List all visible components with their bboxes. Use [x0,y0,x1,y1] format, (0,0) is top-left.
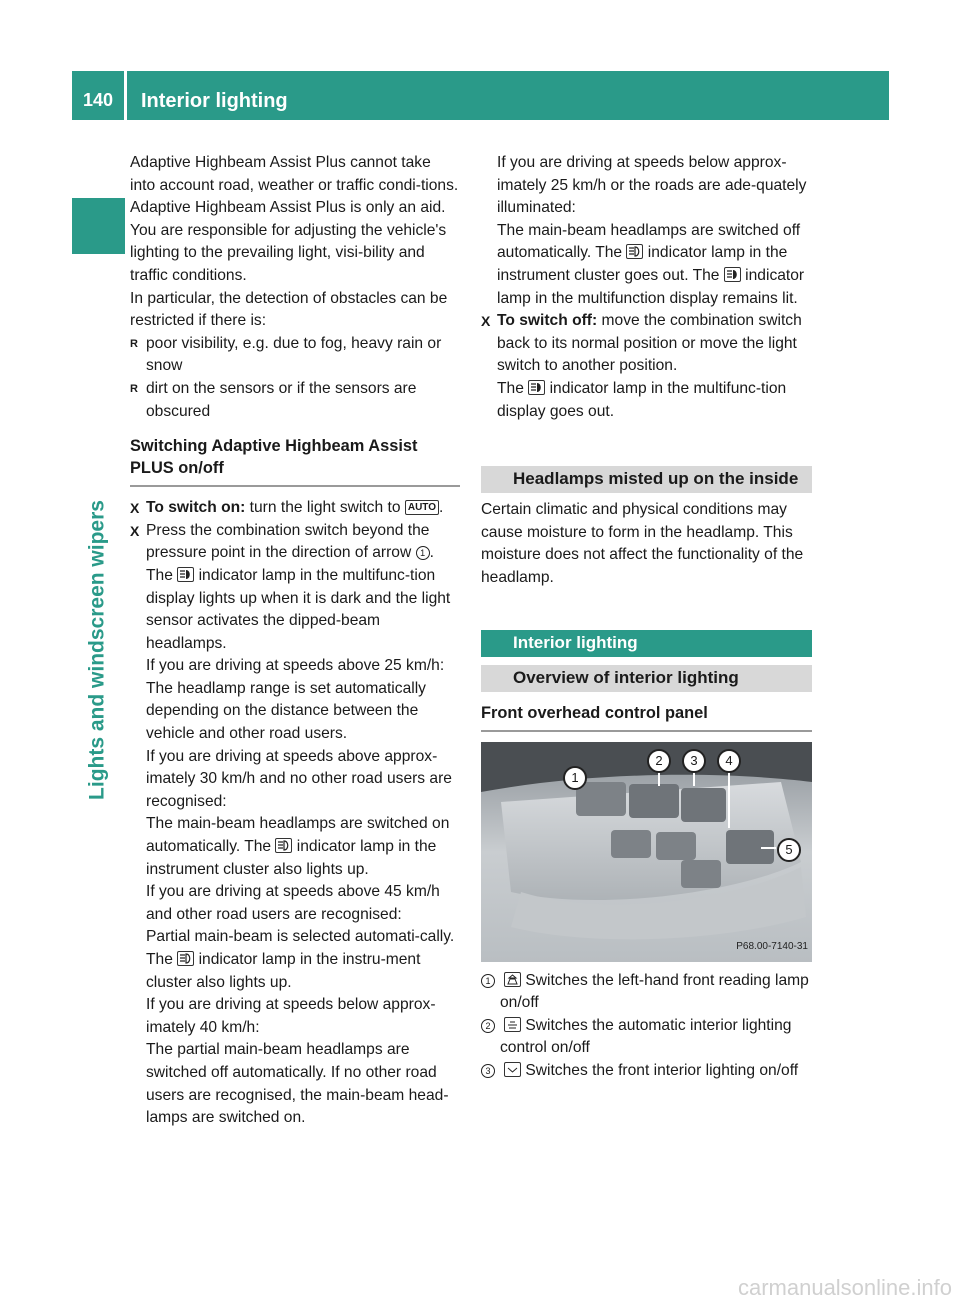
intro-paragraph: Adaptive Highbeam Assist Plus cannot take into account road, weather or traffic condi-tions. Adaptive Highbeam Assist Plus is only an aid. You are responsible for adjusting the vehicle's lighting to the prevailing light, visi-bility and traffic conditions. [130,154,459,284]
step-arrow-icon: X [481,313,491,330]
control-panel-photo [481,742,812,962]
bullet-icon: R [130,382,138,395]
automatic-interior-lighting-icon [504,1017,521,1032]
misted-paragraph: Certain climatic and physical conditions may cause moisture to form in the headlamp. This moisture does not affect the functionality of the headlamp. [481,501,804,586]
step-arrow-icon: X [130,500,140,517]
page-title: Interior lighting [141,90,288,113]
speed-30-paragraph: If you are driving at speeds above approx-imately 30 km/h and no other road users are recognised: [146,747,452,810]
highbeam-assist-icon [177,567,194,582]
section-subheading: Switching Adaptive Highbeam Assist PLUS on/off [130,437,418,478]
right-column [481,152,812,1082]
callout-1: 1 [563,766,587,790]
partial-off-paragraph: The partial main-beam headlamps are switched off automatically. If no other road users are recognised, the main-beam head-lamps are switched on. [146,1041,449,1127]
legend-number: 2 [481,1019,495,1033]
legend-number: 3 [481,1064,495,1078]
chapter-tab [72,198,125,254]
list-item: R dirt on the sensors or if the sensors are obscured [130,379,417,420]
highbeam-assist-icon [528,380,545,395]
callout-2: 2 [647,749,671,773]
speed-25-paragraph: If you are driving at speeds above 25 km/h: [146,657,445,675]
control-panel-illustration [481,742,812,962]
main-beam-icon [177,951,194,966]
overview-heading: Overview of interior lighting [481,665,812,692]
step-switch-on: X To switch on: turn the light switch to AUTO . [130,497,460,520]
left-column [130,152,460,1130]
footer-watermark: carmanualsonline.info [737,1275,952,1301]
step-arrow-icon: X [130,522,140,539]
partial-beam-paragraph: Partial main-beam is selected automati-cally. The indicator lamp in the instru-ment cluster also lights up. [146,928,455,991]
chapter-label: Lights and windscreen wipers [85,500,109,800]
main-beam-paragraph: The main-beam headlamps are switched on automatically. The indicator lamp in the instrument cluster also lights up. [146,815,450,878]
auto-symbol-icon: AUTO [405,500,439,515]
bullet-icon: R [130,337,138,350]
speed-40-paragraph: If you are driving at speeds below approx-imately 40 km/h: [146,996,436,1036]
detection-paragraph: In particular, the detection of obstacles can be restricted if there is: [130,289,448,330]
main-beam-icon [626,244,643,259]
interior-lighting-heading: Interior lighting [481,630,812,657]
legend-number: 1 [481,974,495,988]
range-paragraph: The headlamp range is set automatically depending on the distance between the vehicle and other road users. [146,679,426,743]
step-press-switch: X Press the combination switch beyond the pressure point in the direction of arrow 1 . The indicator lamp in the multifunc-tion display lights up when it is dark and the light sensor activates the dipped-beam headlamps. [130,521,451,652]
list-item: R poor visibility, e.g. due to fog, heavy rain or snow [130,334,442,375]
panel-subheading: Front overhead control panel [481,703,708,722]
reading-lamp-icon [504,972,521,987]
divider [130,485,460,487]
step-switch-off: X To switch off: move the combination switch back to its normal position or move the light switch to another position. The indicator lamp in the multifunc-tion display goes out. [481,312,802,420]
legend-item: 1 Switches the left-hand front reading lamp on/off [481,970,812,1015]
speed-45-paragraph: If you are driving at speeds above 45 km/h and other road users are recognised: [146,883,440,923]
misted-heading: Headlamps misted up on the inside [481,466,812,493]
callout-1-icon: 1 [416,546,430,560]
speed-below-25-paragraph: If you are driving at speeds below approx-imately 25 km/h or the roads are ade-quately illuminated: [497,154,807,217]
callout-5: 5 [777,838,801,862]
legend-item: 2 Switches the automatic interior lighting control on/off [481,1015,812,1060]
highbeam-assist-icon [724,267,741,282]
front-interior-lighting-icon [504,1062,521,1077]
divider [481,730,812,732]
page-number: 140 [82,90,114,111]
callout-3: 3 [682,749,706,773]
legend-item: 3 Switches the front interior lighting on/off [481,1060,812,1083]
main-beam-icon [275,838,292,853]
main-beam-off-paragraph: The main-beam headlamps are switched off automatically. The indicator lamp in the instrument cluster goes out. The indicator lamp in the multifunction display remains lit. [497,221,805,307]
photo-code: P68.00-7140-31 [736,940,808,952]
header-divider [124,71,127,120]
callout-4: 4 [717,749,741,773]
